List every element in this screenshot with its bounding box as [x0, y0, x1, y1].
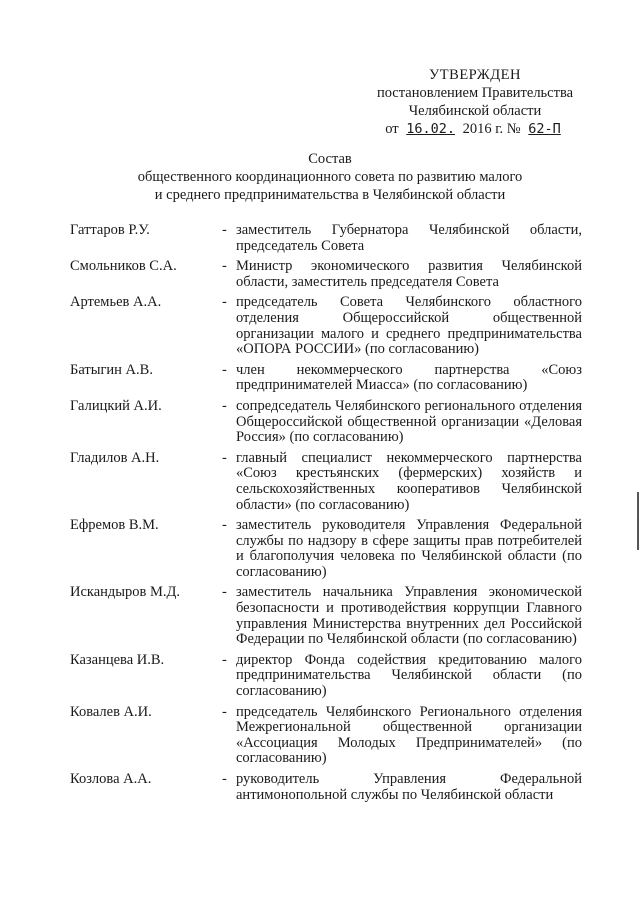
member-row: [70, 585, 582, 647]
member-row: [70, 223, 582, 254]
approval-number: 62-П: [528, 121, 561, 137]
title-line-2: общественного координационного совета по развитию малого: [137, 169, 523, 185]
member-name: Батыгин А.В.: [70, 361, 153, 378]
title-line-1: Состав: [308, 151, 352, 167]
approval-line-1: постановлением Правительства: [376, 85, 574, 101]
member-role: директор Фонда содействия кредитованию малого предпринимательства Челябинской области (по согласованию): [236, 651, 582, 700]
approval-year-text: 2016 г. №: [462, 121, 521, 137]
member-dash: -: [222, 771, 227, 787]
member-role: Министр экономического развития Челябинской области, заместитель председателя Совета: [236, 258, 582, 290]
member-name: Артемьев А.А.: [70, 294, 162, 311]
member-dash: -: [222, 703, 227, 720]
member-role: председатель Челябинского Регионального отделения Межрегиональной общественной организации «Ассоциация Молодых Предпринимателей» (по согласованию): [236, 703, 582, 767]
member-dash: -: [222, 294, 227, 311]
member-dash: -: [222, 584, 227, 601]
member-dash: -: [222, 222, 227, 238]
approval-line-2: Челябинской области: [408, 103, 542, 119]
member-name: Гаттаров Р.У.: [70, 222, 150, 238]
member-name: Ефремов В.М.: [70, 517, 159, 534]
member-dash: -: [222, 517, 227, 534]
member-name: Смольников С.А.: [70, 258, 177, 275]
member-dash: -: [222, 258, 227, 275]
approval-date: 16.02.: [406, 121, 455, 137]
member-row: [70, 259, 582, 290]
member-row: [70, 653, 582, 700]
document-title: [70, 150, 590, 204]
member-dash: -: [222, 449, 227, 466]
member-row: [70, 399, 582, 446]
member-role: член некоммерческого партнерства «Союз предпринимателей Миасса» (по согласованию): [236, 361, 582, 394]
member-dash: -: [222, 397, 227, 414]
member-role: заместитель руководителя Управления Федеральной службы по надзору в сфере защиты прав потребителей и благополучия человека по Челябинской области (по согласованию): [236, 517, 582, 580]
member-name: Козлова А.А.: [70, 771, 152, 787]
member-name: Искандыров М.Д.: [70, 584, 181, 601]
member-role: сопредседатель Челябинского регионального отделения Общероссийской общественной организации «Деловая Россия» (по согласованию): [236, 397, 582, 446]
member-role: заместитель Губернатора Челябинской области, председатель Совета: [236, 222, 582, 254]
title-line-3: и среднего предпринимательства в Челябинской области: [154, 187, 506, 203]
members-list: [70, 223, 582, 808]
approved-heading: УТВЕРЖДЕН: [429, 67, 521, 83]
approval-from-prefix: от: [385, 121, 399, 137]
member-row: [70, 772, 582, 803]
member-role: председатель Совета Челябинского областного отделения Общероссийской общественной организации малого и среднего предпринимательства «ОПОРА РОССИИ» (по согласованию): [236, 294, 582, 358]
member-row: [70, 295, 582, 357]
member-role: руководитель Управления Федеральной антимонопольной службы по Челябинской области: [236, 771, 582, 803]
approval-date-line: [360, 120, 590, 138]
member-role: заместитель начальника Управления экономической безопасности и противодействия коррупции Главного управления Министерства внутренних дел Российской Федерации по Челябинской области (по согласованию): [236, 584, 582, 648]
member-row: [70, 705, 582, 767]
approval-stamp: [360, 66, 590, 138]
member-row: [70, 518, 582, 580]
member-name: Казанцева И.В.: [70, 651, 165, 668]
scan-edge-mark: [637, 492, 639, 550]
member-name: Ковалев А.И.: [70, 703, 152, 720]
member-name: Галицкий А.И.: [70, 397, 162, 414]
member-role: главный специалист некоммерческого партнерства «Союз крестьянских (фермерских) хозяйств и сельскохозяйственных кооперативов Челябинской области» (по согласованию): [236, 449, 582, 513]
member-dash: -: [222, 361, 227, 378]
member-name: Гладилов А.Н.: [70, 449, 160, 466]
member-row: [70, 451, 582, 513]
member-row: [70, 363, 582, 394]
member-dash: -: [222, 651, 227, 668]
